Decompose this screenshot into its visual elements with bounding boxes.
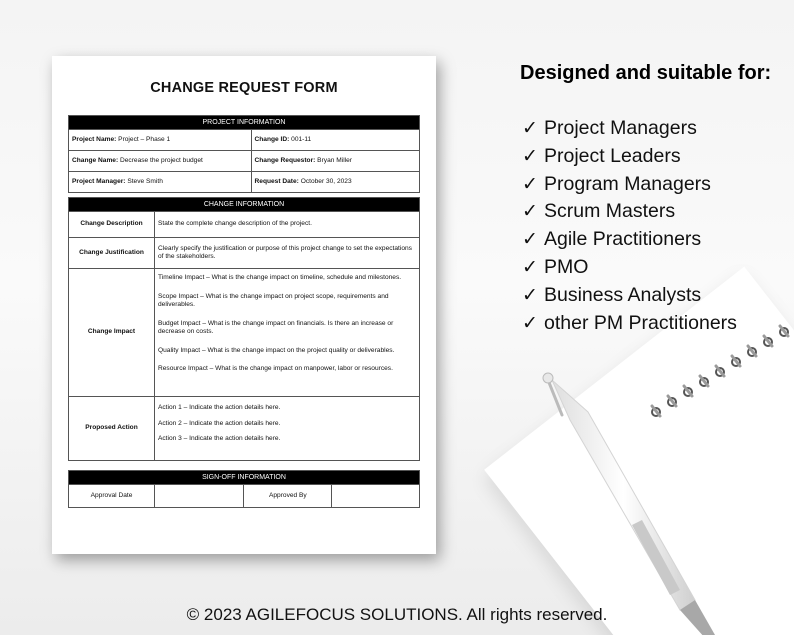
action-item: Action 1 – Indicate the action details here. xyxy=(157,404,281,412)
checkmark-icon: ✓ xyxy=(522,201,538,223)
change-id-field: Change ID: 001-11 xyxy=(251,130,419,151)
change-description-label: Change Description xyxy=(69,212,155,238)
change-request-form-page xyxy=(52,56,436,554)
request-date-field: Request Date: October 30, 2023 xyxy=(251,172,419,193)
list-item: ✓ Business Analysts xyxy=(522,282,737,310)
audience-list xyxy=(522,115,737,337)
change-description-text: State the complete change description of the project. xyxy=(154,212,419,238)
project-information-table xyxy=(68,115,420,193)
suitable-for-title: Designed and suitable for: xyxy=(520,62,772,84)
impact-item: Resource Impact – What is the change impact on manpower, labor or resources. xyxy=(157,365,393,373)
pen-icon xyxy=(530,360,730,635)
list-item: ✓ Agile Practitioners xyxy=(522,226,737,254)
project-name-field: Project Name: Project – Phase 1 xyxy=(69,130,252,151)
proposed-action-list xyxy=(154,397,419,461)
checkmark-icon: ✓ xyxy=(522,256,538,278)
impact-item: Timeline Impact – What is the change impact on timeline, schedule and milestones. xyxy=(157,274,402,282)
change-justification-text: Clearly specify the justification or purpose of this project change to set the expectations of the stakeholders. xyxy=(154,238,419,269)
form-title: CHANGE REQUEST FORM xyxy=(150,80,338,96)
checkmark-icon: ✓ xyxy=(522,173,538,195)
approval-date-field xyxy=(154,485,244,508)
change-information-table xyxy=(68,197,420,461)
impact-item: Scope Impact – What is the change impact on project scope, requirements and deliverables. xyxy=(157,292,389,309)
copyright-footer: © 2023 AGILEFOCUS SOLUTIONS. All rights reserved. xyxy=(186,605,608,624)
proposed-action-label: Proposed Action xyxy=(69,397,155,461)
change-requestor-field: Change Requestor: Bryan Miller xyxy=(251,151,419,172)
list-item: ✓ Project Managers xyxy=(522,115,737,143)
list-item: ✓ other PM Practitioners xyxy=(522,310,737,338)
checkmark-icon: ✓ xyxy=(522,145,538,167)
approval-date-label: Approval Date xyxy=(69,485,155,508)
list-item: ✓ Project Leaders xyxy=(522,143,737,171)
checkmark-icon: ✓ xyxy=(522,229,538,251)
approved-by-field xyxy=(332,485,420,508)
action-item: Action 3 – Indicate the action details here. xyxy=(157,435,281,443)
impact-item: Budget Impact – What is the change impact on financials. Is there an increase or decrease on costs. xyxy=(157,319,394,336)
checkmark-icon: ✓ xyxy=(522,312,538,334)
list-item: ✓ PMO xyxy=(522,254,737,282)
checkmark-icon: ✓ xyxy=(522,284,538,306)
change-information-header: CHANGE INFORMATION xyxy=(69,198,420,212)
action-item: Action 2 – Indicate the action details here. xyxy=(157,419,281,427)
approved-by-label: Approved By xyxy=(244,485,332,508)
impact-item: Quality Impact – What is the change impact on the project quality or deliverables. xyxy=(157,346,395,354)
project-information-header: PROJECT INFORMATION xyxy=(69,116,420,130)
change-impact-list xyxy=(154,269,419,397)
project-manager-field: Project Manager: Steve Smith xyxy=(69,172,252,193)
change-impact-label: Change Impact xyxy=(69,269,155,397)
signoff-information-header: SIGN-OFF INFORMATION xyxy=(69,471,420,485)
list-item: ✓ Program Managers xyxy=(522,171,737,199)
signoff-information-table xyxy=(68,470,420,508)
change-name-field: Change Name: Decrease the project budget xyxy=(69,151,252,172)
change-justification-label: Change Justification xyxy=(69,238,155,269)
checkmark-icon: ✓ xyxy=(522,118,538,139)
list-item: ✓ Scrum Masters xyxy=(522,198,737,226)
